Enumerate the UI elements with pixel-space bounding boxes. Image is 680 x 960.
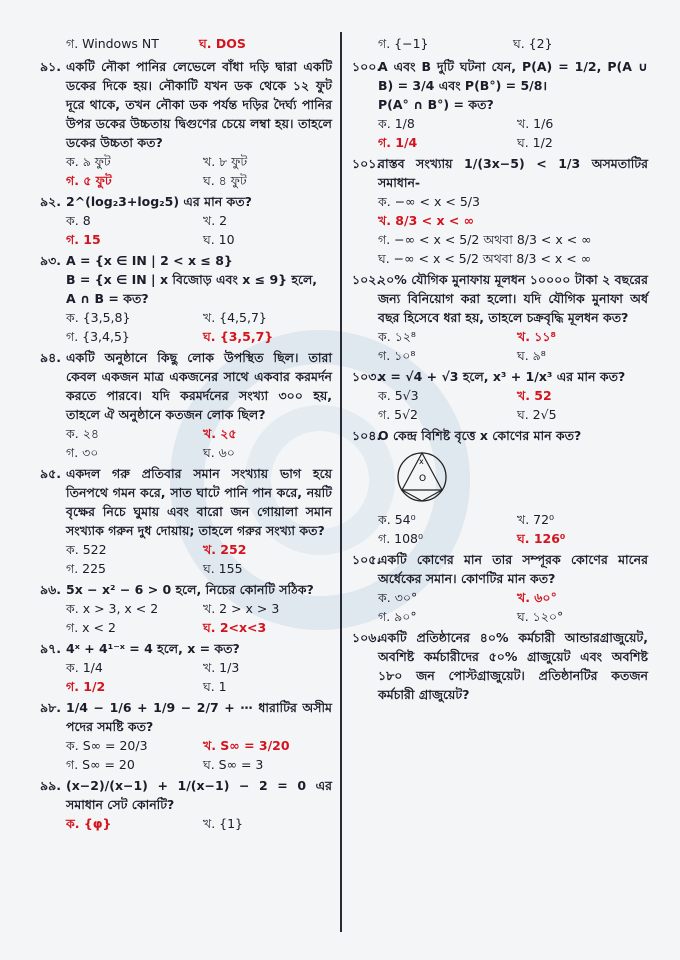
answer-option: গ. S∞ = 20: [66, 757, 135, 772]
question-line: একদল গরু প্রতিবার সমান সংখ্যায় ভাগ হয়ে তিনপথে গমন করে, সাত ঘাটে পানি পান করে, নয়টি বৃক্ষের নিচে ঘুমায় এবং বারো জন গোয়ালা সমান সংখ্যাক গরুন দুধ দোয়ায়; তাহলে গরুর সংখ্যা কত?: [66, 466, 332, 538]
question-number: ১০২.: [352, 272, 382, 287]
question-number: ১০৫.: [352, 552, 382, 567]
question-item: [40, 776, 332, 814]
answer-option: ঘ. ৬০: [203, 445, 235, 460]
question-item: [40, 698, 332, 736]
answer-option: গ. 108⁰: [378, 531, 424, 546]
question-text: [378, 367, 648, 386]
question-number: ৯৬.: [40, 582, 61, 597]
answer-option: ঘ. 1/2: [517, 135, 553, 150]
question-text: [66, 192, 332, 211]
answer-option: ঘ. ৪ ফুট: [203, 173, 247, 188]
question-item: [40, 192, 332, 211]
question-text: [66, 580, 332, 599]
answer-option: ক. 522: [66, 542, 107, 557]
question-line: B = {x ∈ IN | x বিজোড় এবং x ≤ 9} হলে,: [66, 272, 318, 287]
question-text: [378, 154, 648, 192]
answer-option: ঘ. 10: [203, 232, 235, 247]
question-text: [66, 464, 332, 540]
answer-option: খ. ৬০°: [517, 590, 557, 605]
answer-option: গ. 15: [66, 232, 101, 247]
answer-option: ঘ. 126⁰: [517, 531, 566, 546]
question-number: ৯২.: [40, 194, 61, 209]
answer-option: ক. 1/8: [378, 116, 415, 131]
answer-option: খ. 8/3 < x < ∞: [378, 213, 475, 228]
answer-options: [66, 308, 332, 346]
answer-option: ক. ৯ ফুট: [66, 154, 111, 169]
answer-option: ক. ১২⁸: [378, 329, 416, 344]
question-text: [66, 57, 332, 152]
answer-option: খ. {4,5,7}: [203, 310, 267, 325]
question-text: [378, 57, 648, 114]
answer-option: খ. 52: [517, 388, 552, 403]
question-line: বাস্তব সংখ্যায় 1/(3x−5) < 1/3 অসমতাটির সমাধান-: [378, 156, 648, 190]
chord-lines: [402, 490, 442, 501]
answer-option: গ. 1/4: [378, 135, 418, 150]
column-divider: [340, 32, 342, 932]
question-number: ১০৬.: [352, 630, 382, 645]
answer-option: গ. x < 2: [66, 620, 116, 635]
answer-options: [66, 424, 332, 462]
answer-options: [378, 114, 648, 152]
answer-option: ঘ. {3,5,7}: [203, 329, 274, 344]
answer-option: ক. ৩০°: [378, 590, 418, 605]
circle-diagram: [392, 447, 452, 505]
answer-option: গ. ১০⁸: [378, 348, 416, 363]
answer-option: ঘ. 155: [203, 561, 243, 576]
answer-option: গ. ৩০: [66, 445, 99, 460]
answer-options: [66, 599, 332, 637]
question-item: [40, 251, 332, 308]
answer-option: ঘ. S∞ = 3: [203, 757, 264, 772]
answer-options: [66, 540, 332, 578]
question-item: [352, 367, 648, 386]
left-column: [40, 34, 332, 833]
answer-option: ক. x > 3, x < 2: [66, 601, 159, 616]
answer-option: গ. −∞ < x < 5/2 অথবা 8/3 < x < ∞: [378, 232, 592, 247]
question-line: O কেন্দ্র বিশিষ্ট বৃত্তে x কোণের মান কত?: [378, 428, 582, 443]
question-item: [40, 580, 332, 599]
answer-options: [378, 192, 648, 268]
question-line: একটি কোণের মান তার সম্পূরক কোণের মানের অর্ধেকের সমান। কোণটির মান কত?: [378, 552, 648, 586]
option-item: ঘ. DOS: [199, 36, 246, 51]
question-item: [40, 348, 332, 424]
question-line: একটি অনুষ্ঠানে কিছু লোক উপস্থিত ছিল। তারা কেবল একজন মাত্র একজনের সাথে একবার করমর্দন করতে পারবে। যদি করমর্দনের সংখ্যা ৩০০ হয়, তাহলে ঐ অনুষ্ঠানে কতজন লোক ছিল?: [66, 350, 332, 422]
question-line: একটি নৌকা পানির লেভেলে বাঁধা দড়ি দ্বারা একটি ডকের দিকে হয়। নৌকাটি যখন ডক থেকে ১২ ফুট দূরে থাকে, তখন নৌকা ডক পর্যন্ত দড়ির দৈর্ঘ্য পানির উপর ডকের উচ্চতায় দ্বিগুণের চেয়ে লম্বা হয়। তাহলে ডকের উচ্চতা কত?: [66, 59, 332, 150]
question-line: A ∩ B = কত?: [66, 291, 149, 306]
answer-option: ক. 5√3: [378, 388, 419, 403]
option-item: গ. {−1}: [378, 36, 429, 51]
answer-option: ঘ. −∞ < x < 5/2 অথবা 8/3 < x < ∞: [378, 251, 592, 266]
question-text: [378, 550, 648, 588]
answer-option: খ. 2: [203, 213, 228, 228]
answer-option: ক. −∞ < x < 5/3: [378, 194, 480, 209]
question-line: P(A° ∩ B°) = কত?: [378, 97, 494, 112]
answer-option: ঘ. 1: [203, 679, 227, 694]
carryover-options: [378, 34, 648, 53]
answer-options: [378, 327, 648, 365]
question-number: ১০৩.: [352, 369, 382, 384]
question-text: [66, 776, 332, 814]
question-line: (x−2)/(x−1) + 1/(x−1) − 2 = 0 এর সমাধান সেট কোনটি?: [66, 778, 332, 812]
question-line: A এবং B দুটি ঘটনা যেন, P(A) = 1/2, P(A ∪ B) = 3/4 এবং P(B°) = 5/8।: [378, 59, 648, 93]
answer-option: গ. 225: [66, 561, 106, 576]
answer-option: খ. ১১⁸: [517, 329, 557, 344]
answer-option: ঘ. 2√5: [517, 407, 557, 422]
question-number: ৯৪.: [40, 350, 61, 365]
carryover-options: [66, 34, 332, 53]
answer-option: খ. 1/6: [517, 116, 554, 131]
answer-options: [66, 814, 332, 833]
option-item: ঘ. {2}: [513, 36, 553, 51]
question-number: ১০১.: [352, 156, 382, 171]
question-item: [352, 426, 648, 445]
center-label: O: [419, 474, 427, 484]
answer-options: [378, 510, 648, 548]
answer-option: গ. {3,4,5}: [66, 329, 130, 344]
question-line: ২০% যৌগিক মুনাফায় মূলধন ১০০০০ টাকা ২ বছরের জন্য বিনিয়োগ করা হলো। যদি যৌগিক মুনাফা অর্ধ বছর হিসেবে ধরা হয়, তাহলে চক্রবৃদ্ধি মূলধন কত?: [378, 272, 648, 325]
answer-option: গ. 1/2: [66, 679, 106, 694]
answer-options: [66, 152, 332, 190]
answer-options: [66, 736, 332, 774]
question-item: [352, 154, 648, 192]
question-item: [352, 628, 648, 704]
question-line: একটি প্রতিষ্ঠানের ৪০% কর্মচারী আন্ডারগ্রাজুয়েট, অবশিষ্ট কর্মচারীদের ৫০% গ্রাজুয়েট এবং অবশিষ্ট ১৮০ জন পোস্টগ্রাজুয়েট। প্রতিষ্ঠানটির কতজন কর্মচারী গ্রাজুয়েট?: [378, 630, 648, 702]
question-number: ৯৮.: [40, 700, 61, 715]
answer-option: ক. {3,5,8}: [66, 310, 131, 325]
question-text: [378, 628, 648, 704]
answer-option: খ. ৮ ফুট: [203, 154, 248, 169]
question-item: [352, 550, 648, 588]
right-column: [352, 34, 648, 704]
answer-option: খ. ২৫: [203, 426, 237, 441]
answer-option: ঘ. ৯⁸: [517, 348, 546, 363]
answer-option: ক. ২৪: [66, 426, 99, 441]
circle-figure: [392, 447, 648, 510]
angle-label: x: [419, 457, 424, 466]
question-item: [352, 270, 648, 327]
question-text: [66, 251, 332, 308]
answer-options: [378, 588, 648, 626]
question-number: ৯১.: [40, 59, 61, 74]
question-line: 4ˣ + 4¹⁻ˣ = 4 হলে, x = কত?: [66, 641, 240, 656]
question-item: [40, 57, 332, 152]
answer-option: ক. 8: [66, 213, 91, 228]
answer-option: গ. ৯০°: [378, 609, 417, 624]
answer-options: [378, 386, 648, 424]
question-line: A = {x ∈ IN | 2 < x ≤ 8}: [66, 253, 233, 268]
question-line: 1/4 − 1/6 + 1/9 − 2/7 + ⋯ ধারাটির অসীম পদের সমষ্টি কত?: [66, 700, 332, 734]
question-number: ৯৯.: [40, 778, 61, 793]
answer-option: খ. S∞ = 3/20: [203, 738, 290, 753]
answer-options: [66, 211, 332, 249]
answer-option: খ. {1}: [203, 816, 244, 831]
answer-option: ক. 54⁰: [378, 512, 416, 527]
option-item: গ. Windows NT: [66, 36, 159, 51]
question-number: ৯৩.: [40, 253, 61, 268]
question-item: [40, 464, 332, 540]
question-number: ১০০.: [352, 59, 382, 74]
answer-option: খ. 2 > x > 3: [203, 601, 280, 616]
answer-option: খ. 72⁰: [517, 512, 555, 527]
question-text: [378, 270, 648, 327]
question-line: x = √4 + √3 হলে, x³ + 1/x³ এর মান কত?: [378, 369, 626, 384]
question-text: [66, 639, 332, 658]
answer-option: গ. ৫ ফুট: [66, 173, 112, 188]
question-item: [352, 57, 648, 114]
question-number: ৯৭.: [40, 641, 61, 656]
answer-option: খ. 1/3: [203, 660, 240, 675]
answer-option: ক. 1/4: [66, 660, 103, 675]
question-text: [66, 348, 332, 424]
question-number: ১০৪.: [352, 428, 382, 443]
answer-option: ক. {φ}: [66, 816, 112, 831]
question-line: 2^(log₂3+log₂5) এর মান কত?: [66, 194, 252, 209]
answer-option: ঘ. 2<x<3: [203, 620, 267, 635]
question-text: [66, 698, 332, 736]
question-text: [378, 426, 648, 445]
question-item: [40, 639, 332, 658]
answer-option: খ. 252: [203, 542, 247, 557]
answer-option: গ. 5√2: [378, 407, 419, 422]
answer-options: [66, 658, 332, 696]
answer-option: ক. S∞ = 20/3: [66, 738, 148, 753]
question-line: 5x − x² − 6 > 0 হলে, নিচের কোনটি সঠিক?: [66, 582, 314, 597]
question-number: ৯৫.: [40, 466, 61, 481]
answer-option: ঘ. ১২০°: [517, 609, 564, 624]
